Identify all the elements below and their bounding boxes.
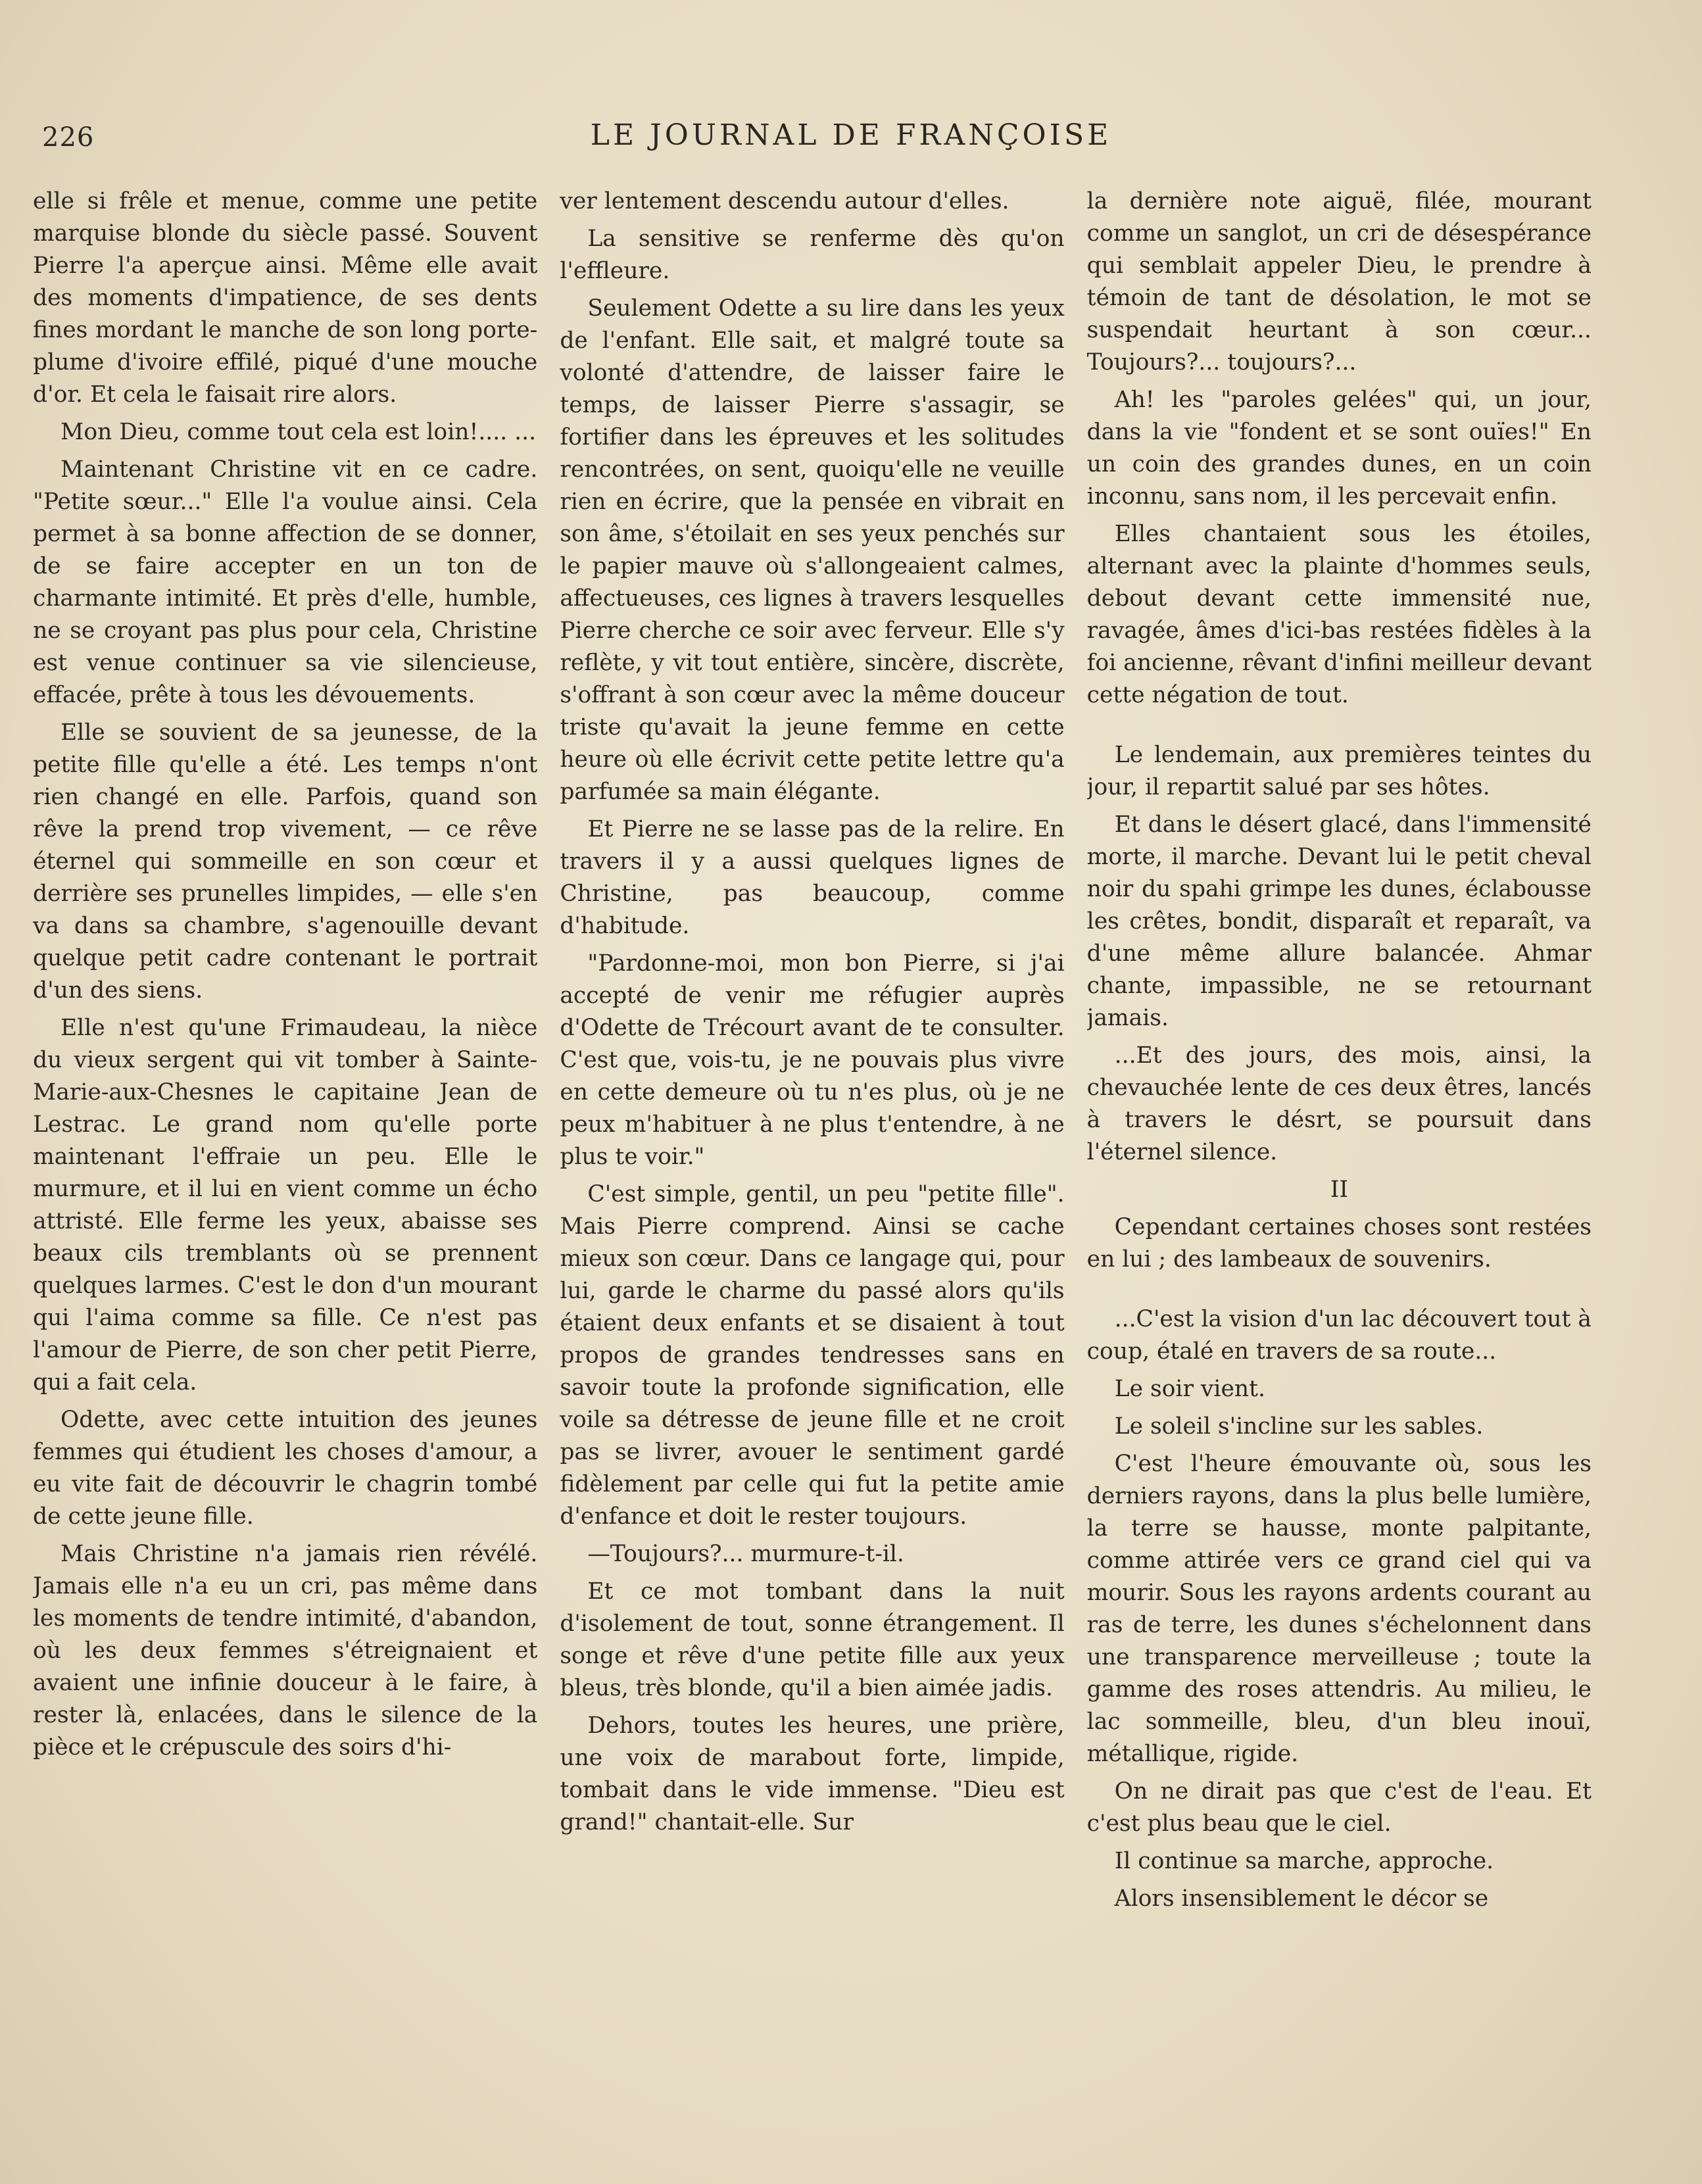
page-header xyxy=(42,117,1660,163)
paragraph: Maintenant Christine vit en ce cadre. "Petite sœur..." Elle l'a voulue ainsi. Cela permet à sa bonne affection de se donner, de se faire accepter en un ton de charmante intimité. Et près d'elle, humble, ne se croyant pas plus pour cela, Christine est venue continuer sa vie silencieuse, effacée, prête à tous les dévouements. xyxy=(33,456,538,708)
paragraph: C'est simple, gentil, un peu "petite fille". Mais Pierre comprend. Ainsi se cache mieux son cœur. Dans ce langage qui, pour lui, garde le charme du passé alors qu'ils étaient deux enfants et se disaient à tout propos de grandes tendresses sans en savoir toute la profonde signification, elle voile sa détresse de jeune fille et ne croit pas se livrer, avouer le sentiment gardé fidèlement par celle qui fut la petite amie d'enfance et doit le rester toujours. xyxy=(560,1181,1065,1530)
paragraph: On ne dirait pas que c'est de l'eau. Et c'est plus beau que le ciel. xyxy=(1086,1778,1592,1837)
paragraph: "Pardonne-moi, mon bon Pierre, si j'ai accepté de venir me réfugier auprès d'Odette de Trécourt avant de te consulter. C'est que, vois-tu, je ne pouvais plus vivre en cette demeure où tu n'es plus, où je ne peux m'habituer à ne plus t'entendre, à ne plus te voir." xyxy=(560,950,1065,1170)
column-1 xyxy=(33,185,537,2158)
journal-title: LE JOURNAL DE FRANÇOISE xyxy=(590,118,1112,152)
paragraph: C'est l'heure émouvante où, sous les derniers rayons, dans la plus belle lumière, la terre se hausse, monte palpitante, comme attirée vers ce grand ciel qui va mourir. Sous les rayons ardents courant au ras de terre, les dunes s'échelonnent dans une transparence merveilleuse ; toute la gamme des roses attendris. Au milieu, le lac sommeille, bleu, d'un bleu inouï, métallique, rigide. xyxy=(1086,1451,1592,1767)
paragraph: La sensitive se renferme dès qu'on l'effleure. xyxy=(560,226,1065,284)
paragraph: Alors insensiblement le décor se xyxy=(1114,1885,1489,1912)
paragraph: Et Pierre ne se lasse pas de la relire. En travers il y a aussi quelques lignes de Christine, pas beaucoup, comme d'habitude. xyxy=(560,816,1065,939)
paragraph: ...C'est la vision d'un lac découvert tout à coup, étalé en travers de sa route... xyxy=(1086,1306,1592,1365)
paragraph: Ah! les "paroles gelées" qui, un jour, dans la vie "fondent et se sont ouïes!" En un coin des grandes dunes, en un coin inconnu, sans nom, il les percevait enfin. xyxy=(1086,387,1592,510)
text-columns xyxy=(33,185,1592,2158)
column-3 xyxy=(1087,185,1592,2158)
paragraph: la dernière note aiguë, filée, mourant comme un sanglot, un cri de désespérance qui semblait appeler Dieu, le prendre à témoin de tant de désolation, le mot se suspendait heurtant à son cœur... Toujours?... toujours?... xyxy=(1086,188,1592,376)
paragraph: Mon Dieu, comme tout cela est loin!.... ... xyxy=(61,419,537,445)
paragraph: Dehors, toutes les heures, une prière, une voix de marabout forte, limpide, tombait dans le vide immense. "Dieu est grand!" chantait-elle. Sur xyxy=(560,1712,1065,1835)
paragraph: Le soleil s'incline sur les sables. xyxy=(1114,1413,1484,1440)
paragraph: Seulement Odette a su lire dans les yeux de l'enfant. Elle sait, et malgré toute sa volonté d'attendre, de laisser faire le temps, de laisser Pierre s'assagir, se fortifier dans les épreuves et les solitudes rencontrées, on sent, quoiqu'elle ne veuille rien en écrire, que la pensée en vibrait en son âme, s'étoilait en ses yeux penchés sur le papier mauve où s'allongeaient calmes, affectueuses, ces lignes à travers lesquelles Pierre cherche ce soir avec ferveur. Elle s'y reflète, y vit tout entière, sincère, discrète, s'offrant à son cœur avec la même douceur triste qu'avait la jeune femme en cette heure où elle écrivit cette petite lettre qu'a parfumée sa main élégante. xyxy=(560,295,1065,805)
paragraph: elle si frêle et menue, comme une petite marquise blonde du siècle passé. Souvent Pierre l'a aperçue ainsi. Même elle avait des moments d'impatience, de ses dents fines mordant le manche de son long porte-plume d'ivoire effilé, piqué d'une mouche d'or. Et cela le faisait rire alors. xyxy=(33,188,538,408)
paragraph: ver lentement descendu autour d'elles. xyxy=(560,188,1009,214)
paragraph: —Toujours?... murmure-t-il. xyxy=(587,1541,904,1567)
paragraph: Mais Christine n'a jamais rien révélé. Jamais elle n'a eu un cri, pas même dans les moments de tendre intimité, d'abandon, où les deux femmes s'étreignaient et avaient une infinie douceur à le faire, à rester là, enlacées, dans le silence de la pièce et le crépuscule des soirs d'hi- xyxy=(33,1541,538,1760)
paragraph: Odette, avec cette intuition des jeunes femmes qui étudient les choses d'amour, a eu vite fait de découvrir le chagrin tombé de cette jeune fille. xyxy=(33,1407,538,1530)
paragraph: Elle se souvient de sa jeunesse, de la petite fille qu'elle a été. Les temps n'ont rien changé en elle. Parfois, quand son rêve la prend trop vivement, — ce rêve éternel qui sommeille en son cœur et derrière ses prunelles limpides, — elle s'en va dans sa chambre, s'agenouille devant quelque petit cadre contenant le portrait d'un des siens. xyxy=(33,719,538,1004)
column-2 xyxy=(560,185,1064,2158)
paragraph: ...Et des jours, des mois, ainsi, la chevauchée lente de ces deux êtres, lancés à travers le désrt, se poursuit dans l'éternel silence. xyxy=(1086,1042,1592,1165)
paragraph: Le soir vient. xyxy=(1114,1376,1265,1402)
paragraph: Elle n'est qu'une Frimaudeau, la nièce du vieux sergent qui vit tomber à Sainte-Marie-aux-Chesnes le capitaine Jean de Lestrac. Le grand nom qu'elle porte maintenant l'effraie un peu. Elle le murmure, et il lui en vient comme un écho attristé. Elle ferme les yeux, abaisse ses beaux cils tremblants où se prennent quelques larmes. C'est le don d'un mourant qui l'aima comme sa fille. Ce n'est pas l'amour de Pierre, de son cher petit Pierre, qui a fait cela. xyxy=(33,1015,538,1395)
paragraph: Il continue sa marche, approche. xyxy=(1114,1848,1494,1874)
paragraph: Le lendemain, aux premières teintes du jour, il repartit salué par ses hôtes. xyxy=(1086,742,1592,800)
paragraph: Cependant certaines choses sont restées en lui ; des lambeaux de souvenirs. xyxy=(1086,1214,1592,1273)
section-heading: II xyxy=(1330,1177,1348,1203)
paragraph: Et dans le désert glacé, dans l'immensité morte, il marche. Devant lui le petit cheval noir du spahi grimpe les dunes, éclabousse les crêtes, bondit, disparaît et reparaît, va d'une même allure balancée. Ahmar chante, impassible, ne se retournant jamais. xyxy=(1086,812,1592,1031)
paragraph: Elles chantaient sous les étoiles, alternant avec la plainte d'hommes seuls, debout devant cette immensité nue, ravagée, âmes d'ici-bas restées fidèles à la foi ancienne, rêvant d'infini meilleur devant cette négation de tout. xyxy=(1086,521,1592,708)
page-number: 226 xyxy=(42,122,95,153)
paragraph: Et ce mot tombant dans la nuit d'isolement de tout, sonne étrangement. Il songe et rêve d'une petite fille aux yeux bleus, très blonde, qu'il a bien aimée jadis. xyxy=(560,1578,1065,1701)
